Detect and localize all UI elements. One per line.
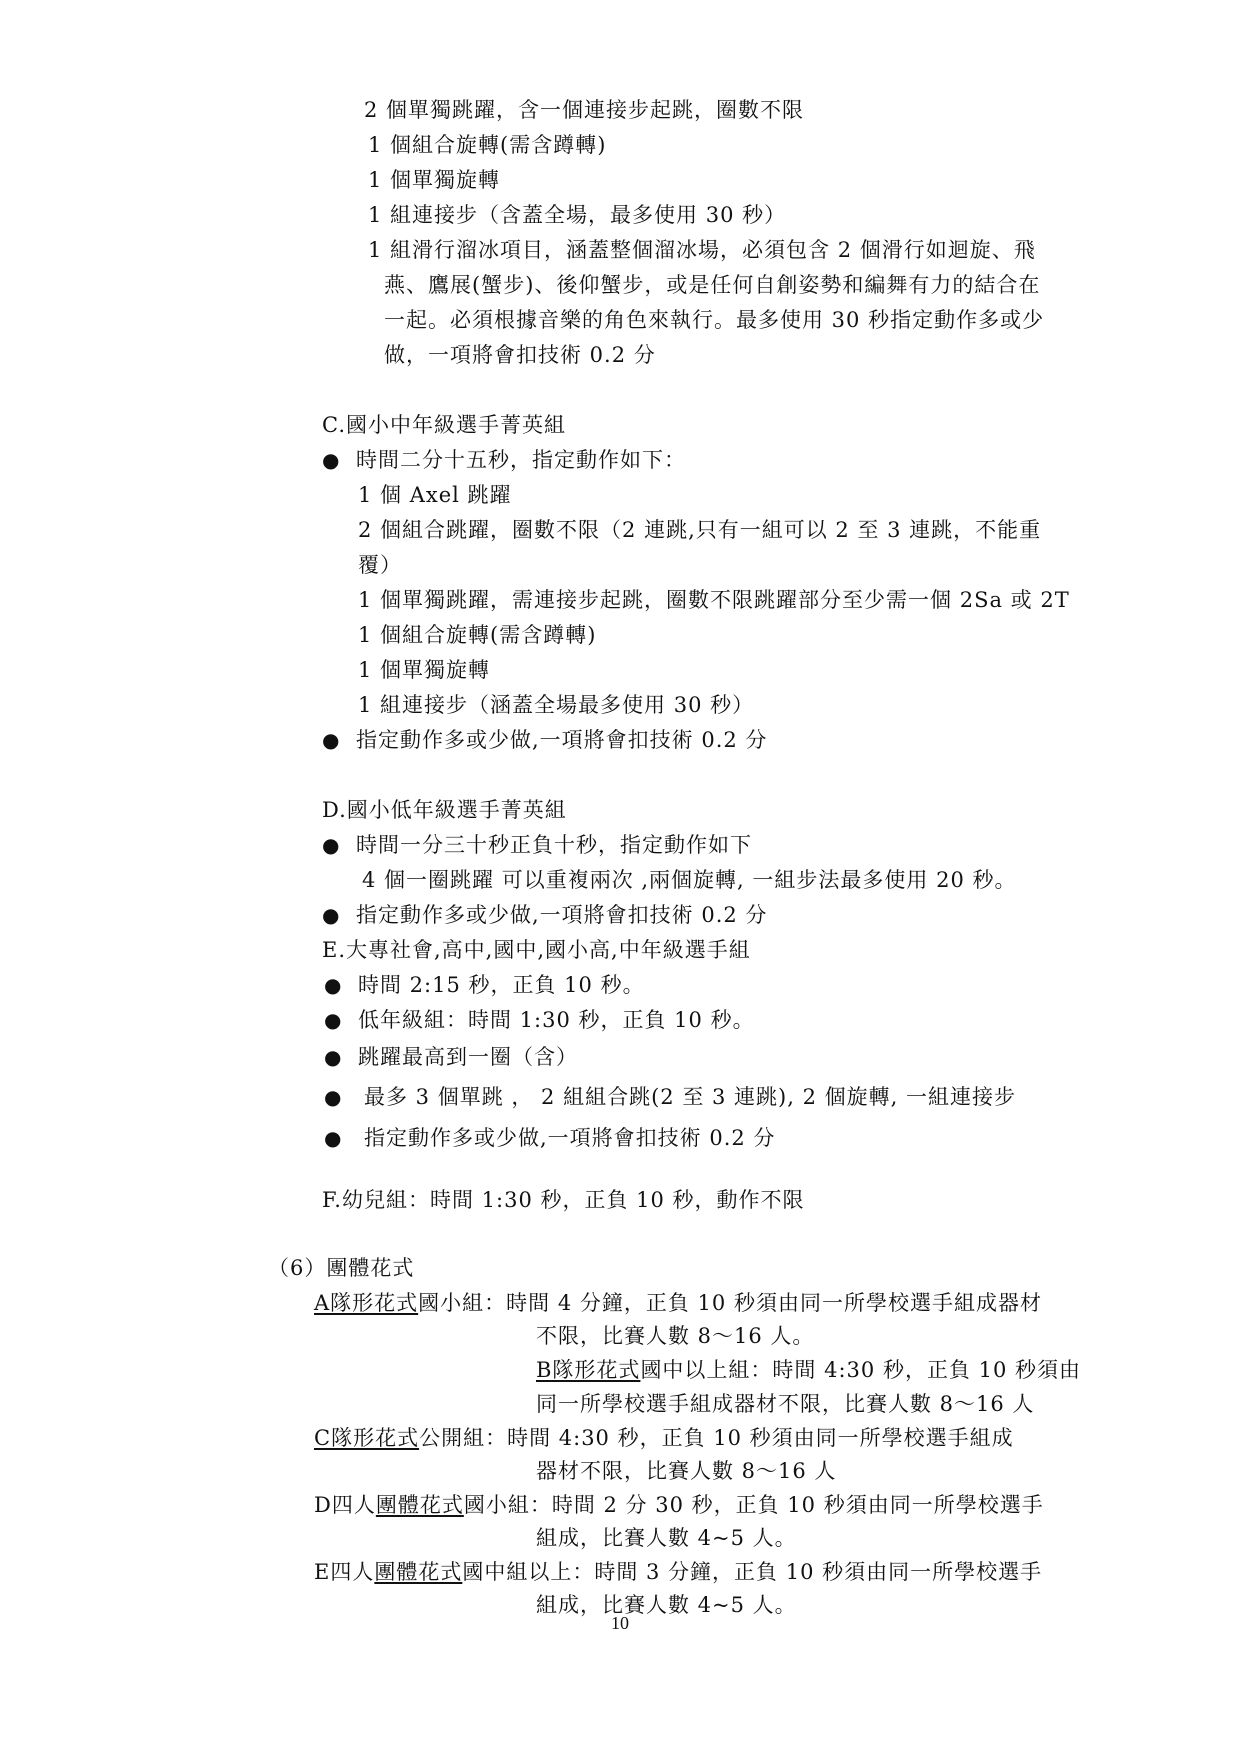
group-c-line1: [314, 1424, 1014, 1452]
b-item-glide-line3: 一起。必須根據音樂的角色來執行。最多使用 30 秒指定動作多或少: [384, 308, 1045, 332]
e-bullet-jump-limit-text: 跳躍最高到一圈（含）: [358, 1045, 578, 1069]
group-b-text: 國中以上組：時間 4:30 秒，正負 10 秒須由: [640, 1358, 1082, 1382]
group-d-lead: D四人: [314, 1493, 376, 1517]
c-item-single-spin: 1 個單獨旋轉: [358, 658, 491, 682]
group-a-text: 國小組：時間 4 分鐘，正負 10 秒須由同一所學校選手組成器材: [418, 1291, 1042, 1315]
c-item-axel: 1 個 Axel 跳躍: [358, 483, 512, 507]
page-number: 10: [611, 1613, 629, 1633]
group-c-line2: 器材不限，比賽人數 8～16 人: [536, 1459, 837, 1483]
group-c-title: C隊形花式: [314, 1426, 420, 1450]
d-item-elements: 4 個一圈跳躍 可以重複兩次 ,兩個旋轉, 一組步法最多使用 20 秒。: [362, 868, 1017, 892]
c-item-step-sequence: 1 組連接步（涵蓋全場最多使用 30 秒）: [358, 693, 755, 717]
bullet-icon: ●: [324, 1085, 343, 1109]
group-e-line1: [314, 1558, 1042, 1586]
group-b-title: B隊形花式: [536, 1358, 641, 1382]
group-d-line2: 組成，比賽人數 4~5 人。: [536, 1526, 797, 1550]
e-bullet-low-grade-text: 低年級組：時間 1:30 秒，正負 10 秒。: [358, 1008, 755, 1032]
bullet-icon: ●: [324, 1126, 343, 1150]
e-bullet-low-grade: [324, 1006, 755, 1034]
section-f-heading: F.幼兒組：時間 1:30 秒，正負 10 秒，動作不限: [322, 1188, 805, 1212]
b-item-glide-line2: 燕、鷹展(蟹步)、後仰蟹步，或是任何自創姿勢和編舞有力的結合在: [384, 273, 1041, 297]
e-bullet-elements-text: 最多 3 個單跳 ， 2 組組合跳(2 至 3 連跳), 2 個旋轉, 一組連接步: [364, 1085, 1016, 1109]
bullet-icon: ●: [324, 1008, 343, 1032]
b-item-glide-line1: 1 組滑行溜冰項目，涵蓋整個溜冰場，必須包含 2 個滑行如迴旋、飛: [368, 238, 1036, 262]
b-item-step-sequence: 1 組連接步（含蓋全場，最多使用 30 秒）: [368, 203, 787, 227]
bullet-icon: ●: [324, 1045, 343, 1069]
e-bullet-time-text: 時間 2:15 秒，正負 10 秒。: [358, 973, 645, 997]
b-item-combo-spin: 1 個組合旋轉(需含蹲轉): [368, 133, 607, 157]
d-bullet-time-text: 時間一分三十秒正負十秒，指定動作如下: [356, 833, 752, 857]
c-item-combo-jumps-line1: 2 個組合跳躍，圈數不限（2 連跳,只有一組可以 2 至 3 連跳，不能重: [358, 518, 1042, 542]
d-bullet-time: [322, 831, 752, 859]
group-d-text: 國小組：時間 2 分 30 秒，正負 10 秒須由同一所學校選手: [463, 1493, 1044, 1517]
group-d-line1: [314, 1491, 1044, 1519]
b-item-single-jumps: 2 個單獨跳躍，含一個連接步起跳，圈數不限: [364, 98, 805, 122]
c-bullet-deduction: [322, 726, 767, 754]
b-item-glide-line4: 做，一項將會扣技術 0.2 分: [384, 343, 656, 367]
c-item-combo-spin: 1 個組合旋轉(需含蹲轉): [358, 623, 597, 647]
c-bullet-time: [322, 446, 686, 474]
d-bullet-deduction: [322, 901, 767, 929]
group-a-title: A隊形花式: [314, 1291, 419, 1315]
d-bullet-deduction-text: 指定動作多或少做,一項將會扣技術 0.2 分: [356, 903, 768, 927]
section-d-heading: D.國小低年級選手菁英組: [322, 798, 567, 822]
e-bullet-deduction: [324, 1124, 775, 1152]
bullet-icon: ●: [322, 728, 341, 752]
bullet-icon: ●: [322, 903, 341, 927]
e-bullet-jump-limit: [324, 1043, 578, 1071]
b-item-single-spin: 1 個單獨旋轉: [368, 168, 501, 192]
group-e-lead: E四人: [314, 1560, 375, 1584]
group-e-line2: 組成，比賽人數 4~5 人。: [536, 1593, 797, 1617]
group-d-title: 團體花式: [375, 1493, 464, 1517]
section-c-heading: C.國小中年級選手菁英組: [322, 413, 566, 437]
group-e-title: 團體花式: [374, 1560, 463, 1584]
c-item-combo-jumps-line2: 覆）: [358, 553, 402, 577]
group-c-text: 公開組：時間 4:30 秒，正負 10 秒須由同一所學校選手組成: [419, 1426, 1014, 1450]
group-e-text: 國中組以上：時間 3 分鐘，正負 10 秒須由同一所學校選手: [462, 1560, 1043, 1584]
group-a-line2: 不限，比賽人數 8～16 人。: [536, 1324, 815, 1348]
e-bullet-elements: [324, 1083, 1016, 1111]
e-bullet-deduction-text: 指定動作多或少做,一項將會扣技術 0.2 分: [364, 1126, 776, 1150]
c-bullet-deduction-text: 指定動作多或少做,一項將會扣技術 0.2 分: [356, 728, 768, 752]
bullet-icon: ●: [322, 448, 341, 472]
group-b-line2: 同一所學校選手組成器材不限，比賽人數 8～16 人: [536, 1392, 1035, 1416]
bullet-icon: ●: [322, 833, 341, 857]
group-a-line1: [314, 1289, 1042, 1317]
section-e-heading: E.大專社會,高中,國中,國小高,中年級選手組: [322, 938, 751, 962]
c-bullet-time-text: 時間二分十五秒，指定動作如下：: [356, 448, 686, 472]
e-bullet-time: [324, 971, 645, 999]
section-6-heading: （6）團體花式: [268, 1256, 415, 1280]
c-item-single-jump: 1 個單獨跳躍，需連接步起跳，圈數不限跳躍部分至少需一個 2Sa 或 2T: [358, 588, 1070, 612]
group-b-line1: [536, 1356, 1081, 1384]
bullet-icon: ●: [324, 973, 343, 997]
